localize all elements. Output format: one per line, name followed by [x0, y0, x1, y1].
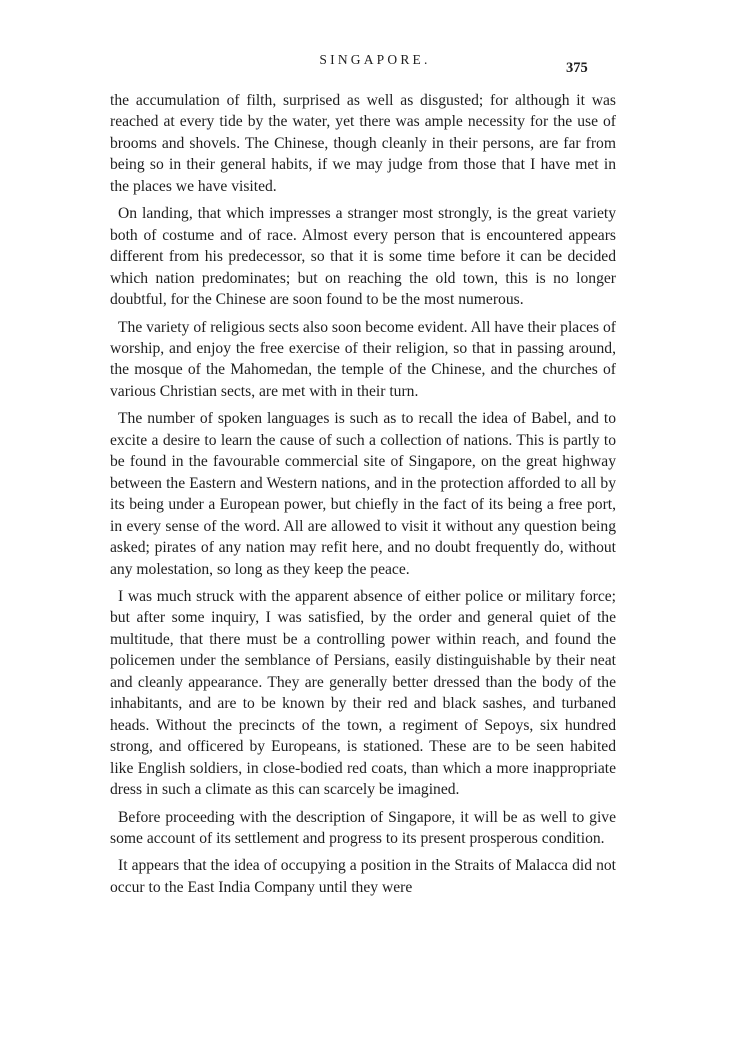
paragraph: the accumulation of filth, surprised as well as disgusted; for although it was reached at every tide by the water, yet there was ample necessity for the use of brooms and shovels. The Chinese, though cleanly in their persons, are far from being so in their general habits, if we may judge from those that I have met in the places we have visited.: [110, 92, 616, 195]
page-number: 375: [566, 60, 588, 76]
paragraph: The number of spoken languages is such as to recall the idea of Babel, and to excite a desire to learn the cause of such a collection of nations. This is partly to be found in the favourable commercial site of Singapore, on the great highway between the Eastern and Western nations, and in the protection afforded to all by its being under a European power, but chiefly in the fact of its being a free port, in every sense of the word. All are allowed to visit it without any question being asked; pirates of any nation may refit here, and no doubt frequently do, without any molestation, so long as they keep the peace.: [110, 410, 616, 578]
body-text: [110, 90, 616, 904]
paragraph: On landing, that which impresses a stranger most strongly, is the great variety both of costume and of race. Almost every person that is encountered appears different from his predecessor, so that it is some time before it can be decided which nation predominates; but on reaching the old town, this is no longer doubtful, for the Chinese are soon found to be the most numerous.: [110, 205, 616, 309]
paragraph: I was much struck with the apparent absence of either police or military force; but after some inquiry, I was satisfied, by the order and general quiet of the multitude, that there must be a controlling power within reach, and found the policemen under the semblance of Persians, easily distinguishable by their neat and cleanly appearance. They are generally better dressed than the body of the inhabitants, and are to be known by their red and black sashes, and turbaned heads. Without the precincts of the town, a regiment of Sepoys, six hundred strong, and officered by Europeans, is stationed. These are to be seen habited like English soldiers, in close-bodied red coats, than which a more inappropriate dress in such a climate as this can scarcely be imagined.: [110, 587, 616, 799]
running-title: SINGAPORE.: [319, 52, 431, 67]
paragraph: The variety of religious sects also soon become evident. All have their places of worship, and enjoy the free exercise of their religion, so that in passing around, the mosque of the Mahomedan, the temple of the Chinese, and the churches of various Christian sects, are met with in their turn.: [110, 318, 616, 400]
paragraph: It appears that the idea of occupying a position in the Straits of Malacca did not occur to the East India Company until they were: [110, 857, 616, 896]
paragraph: Before proceeding with the description of Singapore, it will be as well to give some account of its settlement and progress to its present prosperous condition.: [110, 808, 616, 847]
